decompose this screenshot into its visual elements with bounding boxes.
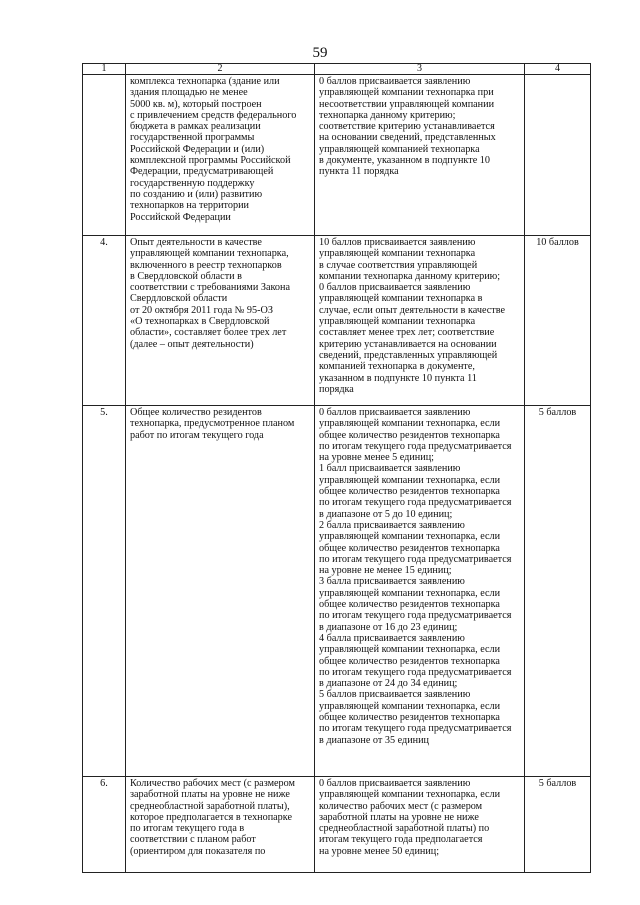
description-line: управляющей компании технопарка, если (319, 587, 501, 599)
criterion-line: (далее – опыт деятельности) (130, 338, 254, 350)
description-line: технопарка данному критерию; (319, 109, 456, 121)
description-line: 2 балла присваивается заявлению (319, 519, 465, 531)
description-line: 10 баллов присваивается заявлению (319, 237, 476, 248)
description-line: несоответствии управляющей компании (319, 98, 495, 110)
description-line: заработной платы на уровне не ниже (319, 811, 479, 823)
description-line: управляющей компании технопарка, если (319, 418, 501, 430)
row-number (83, 75, 126, 236)
description-line: 0 баллов присваивается заявлению (319, 76, 471, 87)
description-line: среднеобластной заработной платы) по (319, 823, 490, 835)
description-line: на основании сведений, представленных (319, 132, 496, 144)
column-header: 2 (126, 64, 315, 75)
description-line: количество рабочих мест (с размером (319, 800, 483, 812)
criterion-line: с привлечением средств федерального (130, 109, 297, 121)
criterion-cell (126, 777, 315, 873)
criterion-line: бюджета в рамках реализации (130, 121, 261, 133)
criterion-cell (126, 75, 315, 236)
table-row (83, 75, 591, 236)
description-line: критерию устанавливается на основании (319, 338, 497, 350)
column-header: 3 (315, 64, 525, 75)
description-line: общее количество резидентов технопарка (319, 712, 500, 724)
criterion-line: здания площадью не менее (130, 87, 248, 99)
description-line: управляющей компании технопарка (319, 316, 476, 328)
description-line: управляющей компании технопарка, если (319, 531, 501, 543)
page-number: 59 (312, 45, 328, 61)
criterion-line: «О технопарках в Свердловской (130, 316, 270, 328)
max-score-cell: 5 баллов (525, 777, 591, 873)
criterion-line: от 20 октября 2011 года № 95-ОЗ (130, 304, 273, 316)
row-number: 4. (83, 236, 126, 406)
description-line: общее количество резидентов технопарка (319, 599, 500, 611)
description-line: управляющей компании технопарка, если (319, 644, 501, 656)
criterion-line: Опыт деятельности в качестве (130, 237, 262, 248)
description-line: 0 баллов присваивается заявлению (319, 778, 471, 789)
max-score-cell (525, 75, 591, 236)
description-line: общее количество резидентов технопарка (319, 542, 500, 554)
description-line: на уровне менее 5 единиц; (319, 452, 434, 464)
table-header-row (83, 64, 591, 75)
description-line: в диапазоне от 5 до 10 единиц; (319, 508, 453, 520)
criterion-cell (126, 406, 315, 777)
description-line: общее количество резидентов технопарка (319, 655, 500, 667)
criterion-line: технопарка, предусмотренное планом (130, 418, 295, 430)
description-line: общее количество резидентов технопарка (319, 429, 500, 441)
description-line: случае, если опыт деятельности в качестве (319, 304, 506, 316)
criterion-line: Общее количество резидентов (130, 407, 262, 418)
description-line: по итогам текущего года предусматривается (319, 553, 512, 565)
criterion-line: включенного в реестр технопарков (130, 259, 282, 271)
description-line: управляющей компании технопарка, если (319, 474, 501, 486)
description-line: сведений, представленных управляющей (319, 349, 498, 361)
table-body (83, 75, 591, 873)
description-line: в диапазоне от 24 до 34 единиц; (319, 678, 458, 690)
description-line: по итогам текущего года предусматривается (319, 610, 512, 622)
criterion-line: комплексной программы Российской (130, 155, 291, 167)
criterion-line: Количество рабочих мест (с размером (130, 778, 295, 789)
scoring-description-cell (315, 777, 525, 873)
description-line: на уровне не менее 15 единиц; (319, 565, 452, 577)
criterion-line: среднеобластной заработной платы), (130, 800, 290, 812)
description-line: по итогам текущего года предусматривается (319, 440, 512, 452)
description-line: по итогам текущего года предусматривается (319, 666, 512, 678)
column-header: 4 (525, 64, 591, 75)
criterion-line: Российской Федерации и (или) (130, 143, 265, 155)
description-line: 4 балла присваивается заявлению (319, 632, 465, 644)
table-row (83, 777, 591, 873)
scoring-description-cell (315, 236, 525, 406)
description-line: компанией технопарка в документе, (319, 361, 475, 373)
criterion-line: по созданию и (или) развитию (130, 188, 263, 200)
description-line: в документе, указанном в подпункте 10 (319, 155, 490, 167)
description-line: управляющей компании технопарка (319, 248, 476, 260)
description-line: в случае соответствия управляющей (319, 259, 478, 271)
criterion-cell (126, 236, 315, 406)
scoring-description-cell (315, 75, 525, 236)
description-line: общее количество резидентов технопарка (319, 486, 500, 498)
criterion-line: работ по итогам текущего года (130, 429, 264, 441)
row-number: 5. (83, 406, 126, 777)
description-line: 3 балла присваивается заявлению (319, 576, 465, 588)
description-line: на уровне менее 50 единиц; (319, 845, 440, 857)
criterion-line: Федерации, предусматривающей (130, 166, 274, 178)
criterion-line: заработной платы на уровне не ниже (130, 789, 290, 801)
table-row (83, 236, 591, 406)
criterion-line: соответствии с планом работ (130, 834, 256, 846)
description-line: по итогам текущего года предусматривается (319, 497, 512, 509)
criterion-line: технопарков на территории (130, 200, 249, 212)
description-line: итогам текущего года предполагается (319, 834, 483, 846)
description-line: в диапазоне от 16 до 23 единиц; (319, 621, 458, 633)
column-header: 1 (83, 64, 126, 75)
criterion-line: 5000 кв. м), который построен (130, 98, 262, 110)
criterion-line: Российской Федерации (130, 211, 231, 223)
criterion-line: государственную поддержку (130, 177, 255, 189)
criterion-line: области», составляет более трех лет (130, 327, 287, 339)
criterion-line: соответствии с требованиями Закона (130, 282, 291, 294)
description-line: в диапазоне от 35 единиц (319, 734, 430, 746)
description-line: 5 баллов присваивается заявлению (319, 689, 471, 701)
criterion-line: управляющей компании технопарка, (130, 248, 289, 260)
description-line: соответствие критерию устанавливается (319, 121, 495, 133)
description-line: по итогам текущего года предусматривается (319, 723, 512, 735)
description-line: управляющей компании технопарка при (319, 87, 494, 99)
description-line: указанном в подпункте 10 пункта 11 (319, 372, 477, 384)
table-row (83, 406, 591, 777)
description-line: управляющей компании технопарка, если (319, 700, 501, 712)
description-line: составляет менее трех лет; соответствие (319, 327, 495, 339)
description-line: порядка (319, 383, 354, 395)
criterion-line: в Свердловской области в (130, 270, 242, 282)
scoring-description-cell (315, 406, 525, 777)
description-line: 0 баллов присваивается заявлению (319, 407, 471, 418)
description-line: управляющей компании технопарка в (319, 293, 483, 305)
criterion-line: государственной программы (130, 132, 255, 144)
description-line: пункта 11 порядка (319, 166, 399, 178)
max-score-cell: 5 баллов (525, 406, 591, 777)
description-line: 0 баллов присваивается заявлению (319, 282, 471, 294)
criterion-line: Свердловской области (130, 293, 228, 305)
criterion-line: (ориентиром для показателя по (130, 845, 266, 857)
criterion-line: по итогам текущего года в (130, 823, 245, 835)
max-score-cell: 10 баллов (525, 236, 591, 406)
criterion-line: комплекса технопарка (здание или (130, 76, 280, 87)
row-number: 6. (83, 777, 126, 873)
criteria-table (82, 63, 591, 873)
criterion-line: которое предполагается в технопарке (130, 811, 292, 823)
description-line: 1 балл присваивается заявлению (319, 463, 461, 475)
description-line: управляющей компанией технопарка (319, 143, 480, 155)
description-line: управляющей компании технопарка, если (319, 789, 501, 801)
description-line: компании технопарка данному критерию; (319, 270, 501, 282)
